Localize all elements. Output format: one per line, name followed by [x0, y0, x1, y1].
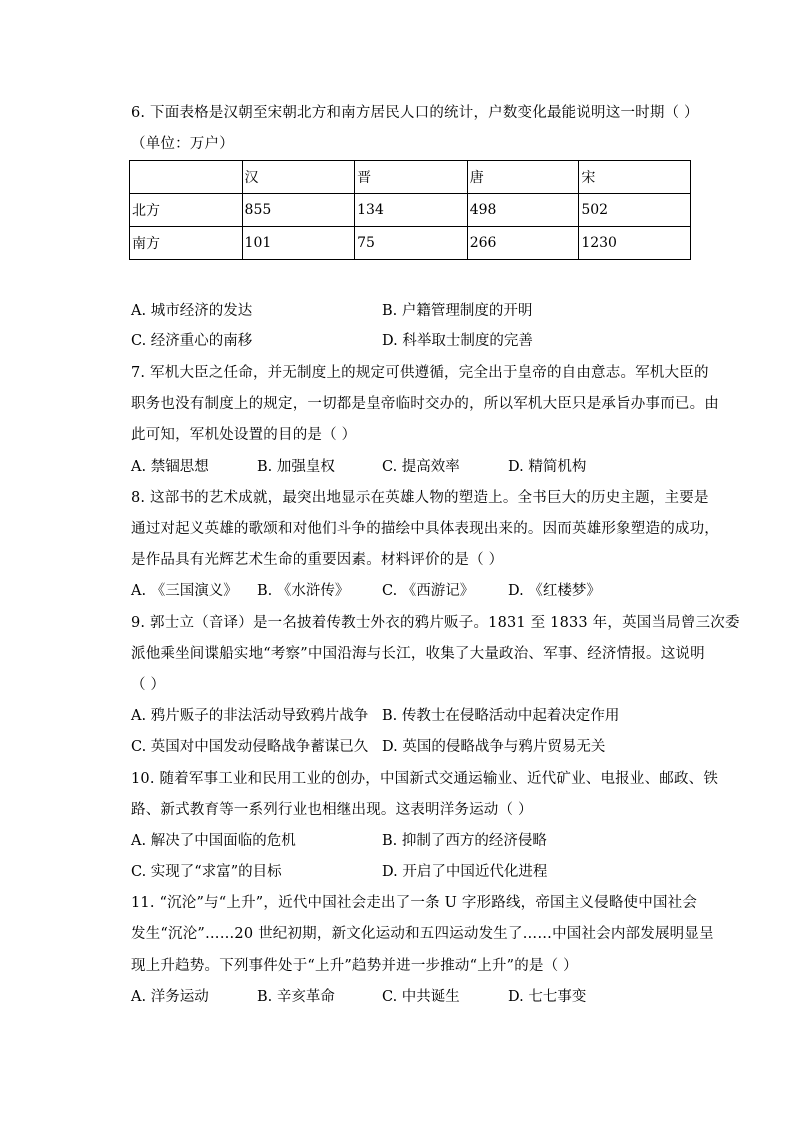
q11-option-a[interactable]: A. 洋务运动: [131, 989, 209, 1005]
q6-option-a[interactable]: A. 城市经济的发达: [131, 303, 253, 319]
table-row: [130, 194, 691, 227]
q7-line: 职务也没有制度上的规定，一切都是皇帝临时交办的，所以军机大臣只是承旨办事而已。由: [131, 396, 719, 412]
q8-line: 通过对起义英雄的歌颂和对他们斗争的描绘中具体表现出来的。因而英雄形象塑造的成功，: [131, 521, 719, 537]
q9-line: 9. 郭士立（音译）是一名披着传教士外衣的鸦片贩子。1831 至 1833 年，英国当局曾三次委: [131, 615, 740, 631]
q8-option-b[interactable]: B. 《水浒传》: [257, 583, 350, 599]
table-cell: [130, 161, 243, 194]
q11-option-d[interactable]: D. 七七事变: [508, 989, 587, 1005]
q8-line: 是作品具有光辉艺术生命的重要因素。材料评价的是（ ）: [131, 552, 504, 568]
q6-option-c[interactable]: C. 经济重心的南移: [131, 333, 253, 349]
q6-option-d[interactable]: D. 科举取士制度的完善: [382, 333, 533, 349]
q6-option-b[interactable]: B. 户籍管理制度的开明: [382, 303, 533, 319]
table-header-row: [130, 161, 691, 194]
table-cell: 南方: [130, 227, 243, 260]
q10-option-d[interactable]: D. 开启了中国近代化进程: [382, 864, 548, 880]
table-cell: 134: [355, 194, 468, 227]
q10-option-a[interactable]: A. 解决了中国面临的危机: [131, 833, 296, 849]
q11-line: 发生“沉沦”……20 世纪初期，新文化运动和五四运动发生了……中国社会内部发展明显呈: [131, 926, 714, 942]
q7-option-d[interactable]: D. 精简机构: [508, 459, 587, 475]
q10-option-c[interactable]: C. 实现了“求富”的目标: [131, 864, 282, 880]
table-cell: 266: [467, 227, 579, 260]
q8-option-d[interactable]: D. 《红楼梦》: [508, 583, 601, 599]
table-cell: 1230: [579, 227, 691, 260]
q10-line: 路、新式教育等一系列行业也相继出现。这表明洋务运动（ ）: [131, 802, 533, 818]
q10-line: 10. 随着军事工业和民用工业的创办，中国新式交通运输业、近代矿业、电报业、邮政、铁: [131, 771, 719, 787]
table-cell: 晋: [355, 161, 468, 194]
table-row: [130, 227, 691, 260]
table-cell: 75: [355, 227, 468, 260]
q6-stem: 6. 下面表格是汉朝至宋朝北方和南方居民人口的统计，户数变化最能说明这一时期（ ）: [131, 105, 699, 121]
table-cell: 855: [242, 194, 355, 227]
q8-option-c[interactable]: C. 《西游记》: [382, 583, 475, 599]
q9-option-a[interactable]: A. 鸦片贩子的非法活动导致鸦片战争: [131, 708, 369, 724]
population-table: [129, 160, 691, 260]
q8-option-a[interactable]: A. 《三国演义》: [131, 583, 238, 599]
table-cell: 宋: [579, 161, 691, 194]
q7-option-c[interactable]: C. 提高效率: [382, 459, 460, 475]
table-cell: 北方: [130, 194, 243, 227]
q9-option-c[interactable]: C. 英国对中国发动侵略战争蓄谋已久: [131, 739, 369, 755]
q11-line: 11. “沉沦”与“上升”，近代中国社会走出了一条 U 字形路线，帝国主义侵略使中国社会: [131, 895, 698, 911]
table-cell: 唐: [467, 161, 579, 194]
q9-option-d[interactable]: D. 英国的侵略战争与鸦片贸易无关: [382, 739, 606, 755]
q11-option-b[interactable]: B. 辛亥革命: [257, 989, 335, 1005]
q9-line: （ ）: [131, 677, 166, 693]
q7-line: 此可知，军机处设置的目的是（ ）: [131, 427, 357, 443]
q9-option-b[interactable]: B. 传教士在侵略活动中起着决定作用: [382, 708, 620, 724]
table-cell: 502: [579, 194, 691, 227]
q7-option-b[interactable]: B. 加强皇权: [257, 459, 335, 475]
table-cell: 498: [467, 194, 579, 227]
table-cell: 101: [242, 227, 355, 260]
q7-option-a[interactable]: A. 禁锢思想: [131, 459, 209, 475]
q9-line: 派他乘坐间谍船实地“考察”中国沿海与长江，收集了大量政治、军事、经济情报。这说明: [131, 646, 705, 662]
q11-option-c[interactable]: C. 中共诞生: [382, 989, 460, 1005]
q6-unit: （单位：万户）: [131, 136, 234, 152]
q8-line: 8. 这部书的艺术成就，最突出地显示在英雄人物的塑造上。全书巨大的历史主题，主要是: [131, 490, 709, 506]
q7-line: 7. 军机大臣之任命，并无制度上的规定可供遵循，完全出于皇帝的自由意志。军机大臣的: [131, 365, 709, 381]
q11-line: 现上升趋势。下列事件处于“上升”趋势并进一步推动“上升”的是（ ）: [131, 958, 578, 974]
q10-option-b[interactable]: B. 抑制了西方的经济侵略: [382, 833, 547, 849]
table-cell: 汉: [242, 161, 355, 194]
